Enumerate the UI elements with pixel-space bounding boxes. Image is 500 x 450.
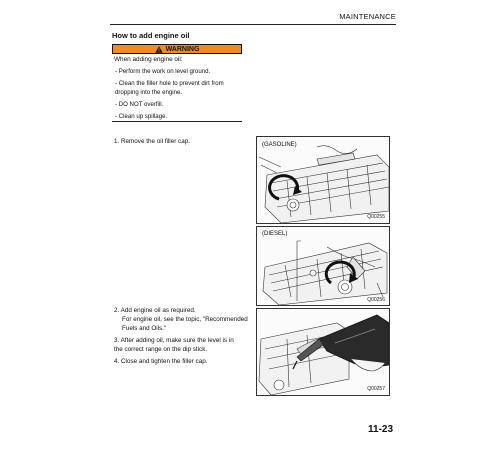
figure-label: (GASOLINE) (262, 142, 297, 148)
figure-code: Q00257 (367, 386, 385, 392)
step-2-note: For engine oil, see the topic, "Recommended Fuels and Oils." (122, 316, 248, 332)
engine-illustration (257, 227, 390, 306)
warning-bottom-rule (112, 121, 242, 122)
figure-code: Q00255 (367, 214, 385, 220)
engine-illustration (257, 137, 390, 224)
warning-intro: When adding engine oil: (114, 56, 183, 63)
section-title: How to add engine oil (112, 31, 190, 40)
figure-diesel-engine (256, 226, 390, 306)
step-2-text: 2. Add engine oil as required. (114, 307, 196, 314)
figure-label: (DIESEL) (262, 231, 288, 237)
warning-banner (112, 44, 242, 54)
warning-item: - Clean up spillage. (115, 113, 168, 120)
page-number: 11-23 (368, 424, 394, 435)
warning-item: - Clean the filler hole to prevent dirt from dropping into the engine. (115, 80, 224, 96)
step-1: 1. Remove the oil filler cap. (114, 138, 190, 145)
figure-adding-oil (256, 308, 390, 396)
warning-label: WARNING (165, 45, 200, 53)
warning-list (115, 67, 245, 124)
figure-gasoline-engine (256, 136, 390, 224)
section-label: MAINTENANCE (339, 12, 396, 21)
oil-bottle-illustration (257, 309, 390, 396)
warning-item: - DO NOT overfill. (115, 101, 164, 108)
warning-item: - Perform the work on level ground. (115, 68, 211, 75)
step-4: 4. Close and tighten the filler cap. (114, 358, 208, 365)
step-2 (114, 306, 254, 333)
step-3: 3. After adding oil, make sure the level is in the correct range on the dip stick. (114, 337, 234, 353)
figure-code: Q00256 (367, 297, 385, 303)
warning-triangle-icon (155, 46, 163, 53)
header-rule (110, 24, 396, 25)
